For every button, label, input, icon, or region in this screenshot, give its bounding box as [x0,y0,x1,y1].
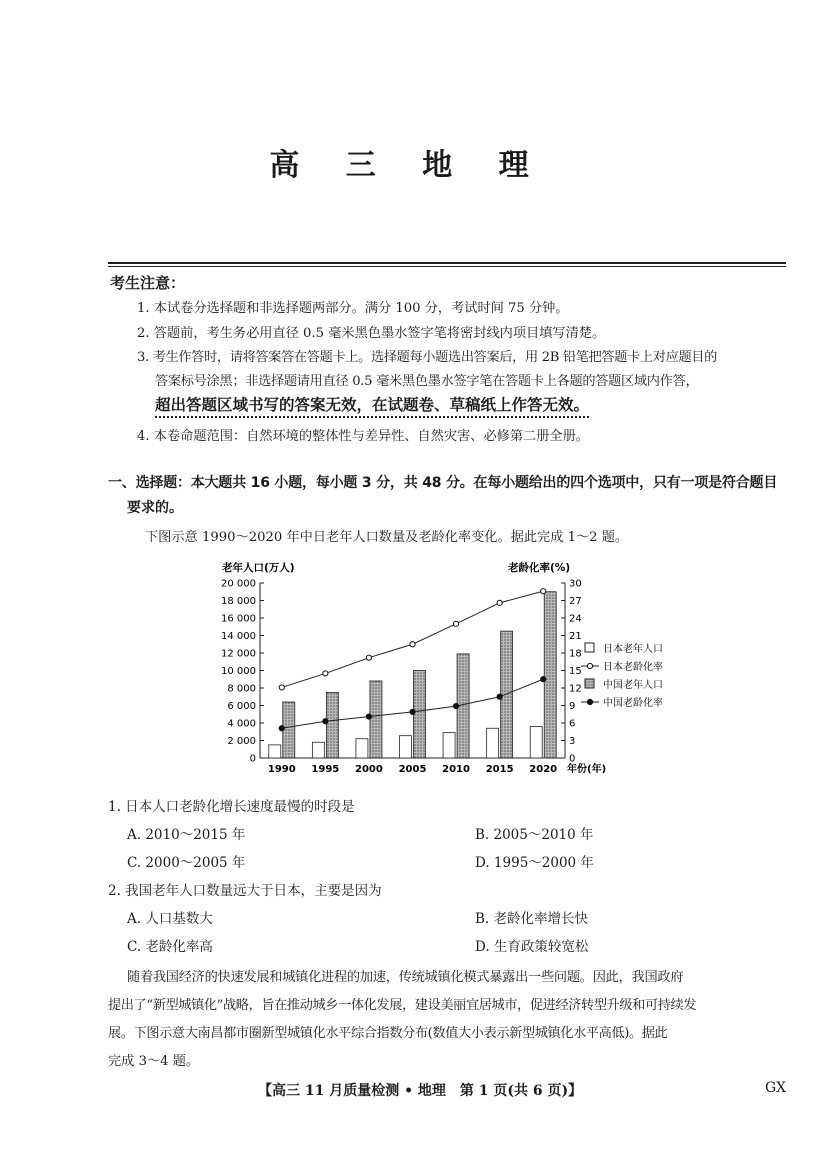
footer-code: GX [765,1080,787,1096]
x-tick-label: 2000 [355,764,383,775]
header-rule-thick [108,262,786,264]
legend-swatch-japan-elderly [585,643,594,652]
japan-aging-rate-point-1990 [279,685,284,690]
y2-tick-label: 9 [569,701,576,712]
y2-tick-label: 3 [569,736,576,747]
bar-china-elderly-2000 [370,681,382,758]
y2-tick-label: 18 [569,648,582,660]
y2-tick-label: 21 [569,631,582,642]
y2-axis-title: 老龄化率(%) [508,562,571,574]
q2-stem: 2. 我国老年人口数量远大于日本，主要是因为 [108,883,382,899]
page-title: 高 三 地 理 [269,148,547,183]
q2-option-d[interactable]: D. 生育政策较宽松 [475,939,589,955]
x-axis-title: 年份(年) [567,764,607,775]
legend-label: 日本老年人口 [603,644,663,655]
q1-option-d[interactable]: D. 1995～2000 年 [475,855,594,871]
passage-line-4: 完成 3～4 题。 [108,1054,200,1069]
section-1-heading: 一、选择题：本大题共 16 小题，每小题 3 分，共 48 分。在每小题给出的四个选项中，只有一项是符合题目 [108,475,778,491]
japan-aging-rate-point-2000 [366,655,371,660]
passage-line-1: 随着我国经济的快速发展和城镇化进程的加速，传统城镇化模式暴露出一些问题。因此，我国政府 [127,970,684,985]
q1-option-c[interactable]: C. 2000～2005 年 [127,855,246,871]
china-aging-rate-point-1990 [279,726,284,731]
japan-aging-rate-point-1995 [323,671,328,676]
notice-item-4: 4. 本卷命题范围：自然环境的整体性与差异性、自然灾害、必修第二册全册。 [137,429,589,444]
y-tick-label: 4 000 [227,718,256,730]
legend-swatch-china-rate-marker [587,699,592,704]
bar-china-elderly-2005 [414,671,426,759]
q1-option-a[interactable]: A. 2010～2015 年 [127,827,246,843]
legend-swatch-china-elderly [585,679,594,688]
y-tick-label: 16 000 [221,613,256,625]
aging-chart [210,555,700,780]
y2-tick-label: 27 [569,596,582,607]
notice-item-3-line-3: 超出答题区域书写的答案无效，在试题卷、草稿纸上作答无效。 [155,396,590,414]
bar-china-elderly-2020 [544,592,556,758]
x-tick-label: 1990 [267,764,296,775]
notice-item-3-line-2: 答案标号涂黑；非选择题请用直径 0.5 毫米黑色墨水签字笔在答题卡上各题的答题区域内作答， [155,374,699,389]
bar-japan-elderly-2015 [487,728,499,758]
y-tick-label: 2 000 [227,736,256,747]
passage-line-3: 展。下图示意大南昌都市圈新型城镇化水平综合指数分布(数值大小表示新型城镇化水平高低)。据此 [108,1026,668,1041]
notice-heading: 考生注意： [110,274,186,292]
q1-option-b[interactable]: B. 2005～2010 年 [475,827,594,843]
bar-china-elderly-1995 [326,692,338,758]
y-axis-title: 老年人口(万人) [222,562,295,574]
x-tick-label: 2005 [398,764,427,775]
y-tick-label: 18 000 [221,596,256,607]
footer-page-info: 【高三 11 月质量检测 • 地理 第 1 页(共 6 页)】 [258,1083,583,1099]
y-tick-label: 8 000 [227,683,256,695]
legend-label: 中国老年人口 [603,680,663,691]
bar-japan-elderly-1995 [312,742,324,758]
notice-item-3-line-1: 3. 考生作答时，请将答案答在答题卡上。选择题每小题选出答案后，用 2B 铅笔把答题卡上对应题目的 [137,350,717,365]
legend-label: 中国老龄化率 [603,698,663,709]
y-tick-label: 6 000 [227,701,256,712]
japan-aging-rate-point-2005 [410,642,415,647]
bar-japan-elderly-1990 [269,745,281,758]
china-aging-rate-point-2005 [410,709,415,714]
passage-line-2: 提出了“新型城镇化”战略，旨在推动城乡一体化发展，建设美丽宜居城市，促进经济转型升级和可持续发 [108,998,697,1013]
chart-intro: 下图示意 1990～2020 年中日老年人口数量及老龄化率变化。据此完成 1～2 题。 [145,530,629,545]
y-tick-label: 12 000 [221,648,256,660]
q2-option-c[interactable]: C. 老龄化率高 [127,939,213,955]
x-tick-label: 2020 [529,764,558,775]
y2-tick-label: 24 [569,613,582,625]
bar-japan-elderly-2010 [443,733,455,758]
y2-tick-label: 15 [569,666,582,677]
notice-item-2: 2. 答题前，考生务必用直径 0.5 毫米黑色墨水签字笔将密封线内项目填写清楚。 [137,326,606,341]
header-rule-thin [108,266,786,267]
legend-label: 日本老龄化率 [603,662,663,673]
y2-tick-label: 6 [569,718,576,730]
x-tick-label: 2010 [442,764,470,775]
q2-option-a[interactable]: A. 人口基数大 [127,911,213,927]
china-aging-rate-point-2010 [453,703,458,708]
china-aging-rate-point-2020 [541,677,546,682]
y-tick-label: 10 000 [221,666,256,677]
y-tick-label: 0 [249,753,256,765]
japan-aging-rate-point-2015 [497,600,502,605]
y-tick-label: 20 000 [221,578,256,590]
q1-stem: 1. 日本人口老龄化增长速度最慢的时段是 [108,799,355,815]
japan-aging-rate-point-2010 [453,621,458,626]
y-tick-label: 14 000 [221,631,256,642]
bar-japan-elderly-2005 [400,736,412,758]
section-1-heading-cont: 要求的。 [127,500,183,516]
bar-japan-elderly-2000 [356,739,368,758]
china-aging-rate-point-2000 [366,714,371,719]
bar-japan-elderly-2020 [530,727,542,759]
bar-china-elderly-2015 [501,631,513,758]
y2-tick-label: 12 [569,683,582,695]
notice-item-1: 1. 本试卷分选择题和非选择题两部分。满分 100 分，考试时间 75 分钟。 [137,301,569,316]
q2-option-b[interactable]: B. 老龄化率增长快 [475,911,589,927]
y2-tick-label: 30 [569,578,582,590]
china-aging-rate-point-2015 [497,694,502,699]
x-tick-label: 2015 [485,764,514,775]
china-aging-rate-point-1995 [323,719,328,724]
bar-china-elderly-1990 [283,702,295,758]
legend-swatch-japan-rate-marker [587,663,592,668]
x-tick-label: 1995 [311,764,340,775]
japan-aging-rate-point-2020 [541,589,546,594]
y2-tick-label: 0 [569,753,576,765]
